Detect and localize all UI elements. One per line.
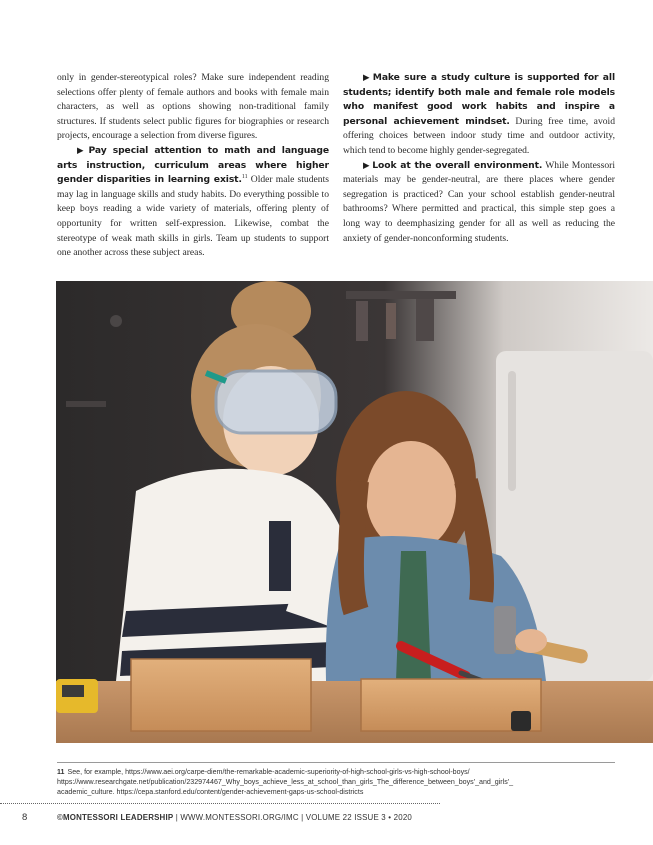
footnote <box>57 767 617 797</box>
bullet-arrow-icon: ▶ <box>77 145 87 156</box>
left-paragraph-2-body: Older male students may lag in language skills and study habits. Do everything possible to keep boys reading a wide variety of materials, offering plenty of opportunity for written self-expression. Likewise, combat the stereotype of weak math skills in girls. Team up students to support one another across these subject areas. <box>57 174 329 259</box>
right-paragraph-1 <box>343 71 615 159</box>
footer-brand: ©MONTESSORI LEADERSHIP <box>57 813 174 822</box>
right-paragraph-2-lead: Look at the overall environment. <box>372 159 543 171</box>
left-paragraph-2-lead: Pay special attention to math and language arts instruction, curriculum areas where higher gender disparities in learning exist. <box>57 144 329 186</box>
footnote-text-1: See, for example, https://www.aei.org/carpe-diem/the-remarkable-academic-superiority-of-high-school-girls-vs-high-school-boys/ <box>67 768 470 776</box>
right-paragraph-2-body: While Montessori materials may be gender-neutral, are there places where gender segregation is practiced? Can your school establish gender-neutral bathrooms? Where permitted and practical, this simple step goes a long way to deemphasizing gender for all as well as reducing the anxiety of gender-nonconforming students. <box>343 159 615 244</box>
bullet-arrow-icon: ▶ <box>363 160 371 171</box>
right-paragraph-2 <box>343 159 615 247</box>
footnote-line-2: https://www.researchgate.net/publication/232974467_Why_boys_achieve_less_at_school_than_girls_The_difference_between_boys'_and_girls'_ <box>57 778 514 786</box>
left-paragraph-2 <box>57 144 329 261</box>
right-paragraph-1-lead: Make sure a study culture is supported for all students; identify both male and female role models who manifest good work habits and inspire a personal achievement mindset. <box>343 72 615 127</box>
footnote-line-3: academic_culture. https://cepa.stanford.edu/content/gender-achievement-gaps-us-school-districts <box>57 788 364 796</box>
right-column <box>343 71 615 246</box>
footnote-line-1 <box>57 767 617 777</box>
footnote-divider <box>57 762 615 763</box>
footnote-number: 11 <box>57 768 65 776</box>
running-footer <box>57 813 412 822</box>
left-paragraph-1: only in gender-stereotypical roles? Make sure independent reading selections offer plenty of female authors and books with female main characters, as well as options showing non-traditional family structures. If students select public figures for biographies or research projects, encourage a selection from diverse figures. <box>57 72 329 142</box>
bullet-arrow-icon: ▶ <box>363 73 371 83</box>
footnote-ref: 11 <box>241 173 248 180</box>
photo-girls-woodworking <box>56 281 653 743</box>
footer-dotted-rule <box>0 803 440 804</box>
footer-details: | WWW.MONTESSORI.ORG/IMC | VOLUME 22 ISSUE 3 • 2020 <box>173 813 412 822</box>
page-number: 8 <box>22 812 28 823</box>
left-column <box>57 71 329 261</box>
right-paragraph-1-body: During free time, avoid offering choices between indoor study time and outdoor activity, which tend to become highly gender-segregated. <box>343 115 616 156</box>
